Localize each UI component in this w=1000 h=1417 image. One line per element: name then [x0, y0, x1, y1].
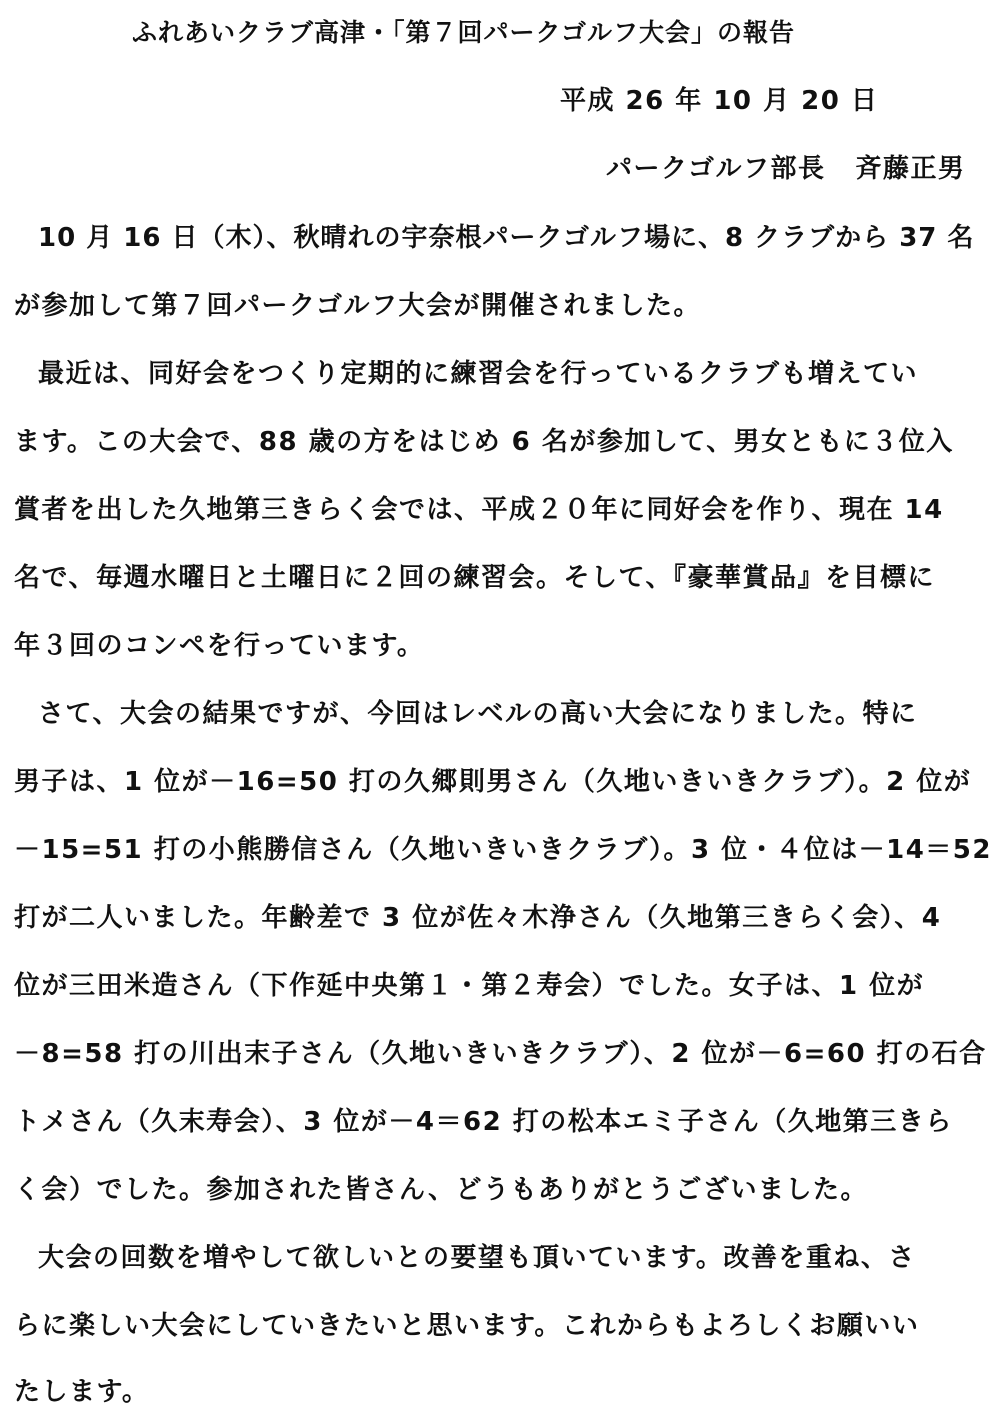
body-line: トメさん（久末寿会）、3 位が－4＝62 打の松本エミ子さん（久地第三きら — [14, 1107, 953, 1137]
author-name: 斉藤正男 — [855, 154, 966, 184]
report-date: 平成 26 年 10 月 20 日 — [560, 86, 879, 116]
body-line: く会）でした。参加された皆さん、どうもありがとうございました。 — [14, 1175, 869, 1205]
body-line: 男子は、1 位が－16=50 打の久郷則男さん（久地いきいきクラブ）。2 位が — [14, 767, 972, 797]
body-line: －8=58 打の川出末子さん（久地いきいきクラブ）、2 位が－6=60 打の石合 — [14, 1039, 987, 1069]
body-line: さて、大会の結果ですが、今回はレベルの高い大会になりました。特に — [38, 699, 918, 729]
body-line: 10 月 16 日（木）、秋晴れの宇奈根パークゴルフ場に、8 クラブから 37 名 — [38, 223, 975, 253]
author-signature — [606, 152, 966, 186]
body-line: 大会の回数を増やして欲しいとの要望も頂いています。改善を重ね、さ — [38, 1243, 916, 1273]
body-line: 打が二人いました。年齢差で 3 位が佐々木浄さん（久地第三きらく会）、4 — [14, 903, 942, 933]
body-line: 名で、毎週水曜日と土曜日に２回の練習会。そして、『豪華賞品』を目標に — [14, 563, 935, 593]
body-line: 賞者を出した久地第三きらく会では、平成２０年に同好会を作り、現在 14 — [14, 495, 944, 525]
body-line: ます。この大会で、88 歳の方をはじめ 6 名が参加して、男女ともに３位入 — [14, 427, 954, 457]
document-title: ふれあいクラブ高津・「第７回パークゴルフ大会」の報告 — [132, 18, 796, 47]
body-line: たします。 — [14, 1377, 150, 1407]
body-line: 位が三田米造さん（下作延中央第１・第２寿会）でした。女子は、1 位が — [14, 971, 925, 1001]
body-line: －15=51 打の小熊勝信さん（久地いきいきクラブ）。3 位・４位は－14＝52 — [14, 835, 992, 865]
author-role: パークゴルフ部長 — [606, 154, 826, 184]
body-line: 最近は、同好会をつくり定期的に練習会を行っているクラブも増えてい — [38, 359, 919, 389]
body-line: が参加して第７回パークゴルフ大会が開催されました。 — [14, 291, 701, 321]
body-line: らに楽しい大会にしていきたいと思います。これからもよろしくお願いい — [14, 1311, 920, 1341]
body-line: 年３回のコンペを行っています。 — [14, 631, 425, 661]
